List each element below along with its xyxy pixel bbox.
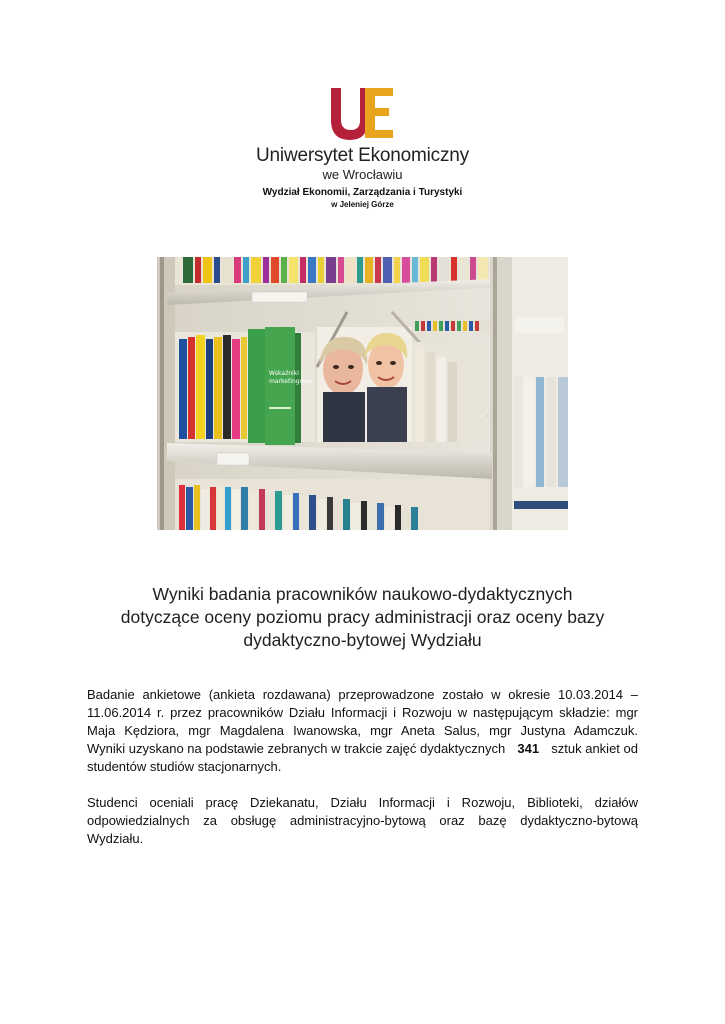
paragraph-line: odpowiedzialnych za obsługę administracyjno-bytową oraz bazę dydaktyczno-bytową: [87, 813, 638, 828]
paragraph-line: Maja Kędziora, mgr Magdalena Iwanowska, mgr Aneta Salus, mgr Justyna Adamczuk.: [87, 723, 638, 738]
results-text-end: sztuk ankiet od: [551, 741, 638, 756]
results-text: Wyniki uzyskano na podstawie zebranych w trakcie zajęć dydaktycznych: [87, 741, 506, 756]
headline-line-2: dotyczące oceny poziomu pracy administracji oraz oceny bazy: [120, 607, 605, 627]
university-city: we Wrocławiu: [322, 167, 403, 182]
paragraph-survey-details: [87, 686, 638, 776]
faculty-city: w Jeleniej Górze: [331, 200, 394, 209]
paragraph-line: [87, 740, 638, 758]
svg-text:Wskaźniki: Wskaźniki: [269, 370, 299, 377]
headline-line-3: dydaktyczno-bytowej Wydziału: [243, 630, 482, 650]
paragraph-line: Studenci oceniali pracę Dziekanatu, Działu Informacji i Rozwoju, Biblioteki, działów: [87, 795, 638, 810]
university-logo: [329, 86, 395, 142]
document-headline: [90, 583, 635, 652]
headline-line-1: Wyniki badania pracowników naukowo-dydaktycznych: [152, 584, 573, 604]
paragraph-line: studentów studiów stacjonarnych.: [87, 759, 282, 774]
faculty-name: Wydział Ekonomii, Zarządzania i Turystyki: [262, 187, 463, 198]
library-photo: [157, 257, 568, 530]
survey-count: 341: [517, 741, 540, 756]
paragraph-line: Badanie ankietowe (ankieta rozdawana) przeprowadzone zostało w okresie 10.03.2014 –: [87, 687, 638, 702]
paragraph-evaluation-scope: [87, 794, 638, 848]
paragraph-line: Wydziału.: [87, 831, 144, 846]
paragraph-line: 11.06.2014 r. przez pracowników Działu Informacji i Rozwoju w następującym składzie: mgr: [87, 705, 638, 720]
svg-text:marketingowe: marketingowe: [269, 378, 312, 385]
university-name: Uniwersytet Ekonomiczny: [256, 145, 469, 166]
